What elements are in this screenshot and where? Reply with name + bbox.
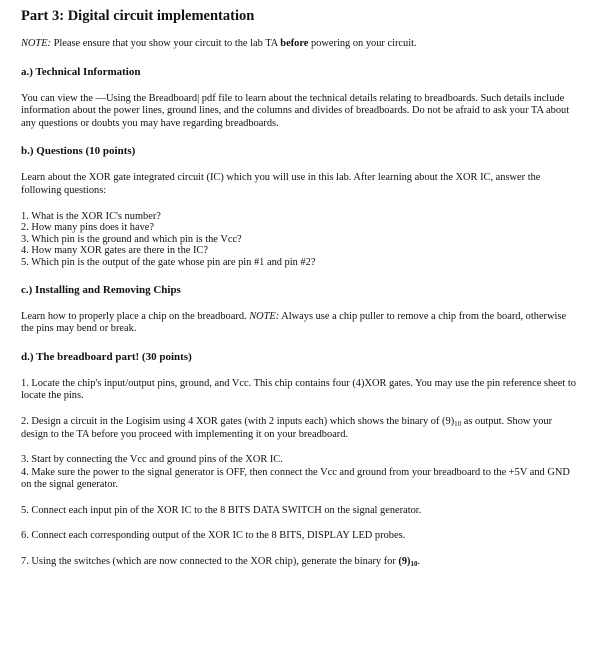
- step-6: 6. Connect each corresponding output of the XOR IC to the 8 BITS, DISPLAY LED probes.: [21, 530, 406, 542]
- question-item: 1. What is the XOR IC's number?: [21, 210, 161, 222]
- section-c-heading: c.) Installing and Removing Chips: [21, 283, 181, 296]
- step-2-pre: 2. Design a circuit in the Logisim using 4 XOR gates (with 2 inputs each) which shows the binary of (9): [21, 415, 455, 427]
- step-7-post: .: [417, 556, 421, 568]
- question-item: 5. Which pin is the output of the gate whose pin are pin #1 and pin #2?: [21, 256, 316, 268]
- step-2: [21, 416, 581, 441]
- page-title: Part 3: Digital circuit implementation: [21, 8, 255, 24]
- step-1: 1. Locate the chip's input/output pins, ground, and Vcc. This chip contains four (4)XOR gates. You may use the pin reference sheet to locate the pins.: [21, 377, 576, 402]
- section-a-text: You can view the —Using the Breadboard| pdf file to learn about the technical details relating to breadboards. Such details include information about the power lines, ground lines, and the columns and divides of breadboards. Do not be afraid to ask your TA about any questions or doubts you may have regarding breadboards.: [21, 92, 570, 129]
- step-7-subscript: 10: [410, 560, 418, 569]
- step-4: 4. Make sure the power to the signal generator is OFF, then connect the Vcc and ground from your breadboard to the +5V and GND on the signal generator.: [21, 466, 570, 491]
- section-d-heading: d.) The breadboard part! (30 points): [21, 350, 192, 363]
- document-page: [21, 8, 581, 569]
- note-text-pre: Please ensure that you show your circuit to the lab TA: [51, 38, 281, 49]
- question-item: 4. How many XOR gates are there in the IC?: [21, 245, 208, 257]
- step-7-pre: 7. Using the switches (which are now connected to the XOR chip), generate the binary for: [21, 556, 399, 568]
- step-5: 5. Connect each input pin of the XOR IC to the 8 BITS DATA SWITCH on the signal generator.: [21, 504, 422, 516]
- section-c-text: [21, 311, 581, 336]
- question-item: 3. Which pin is the ground and which pin is the Vcc?: [21, 233, 242, 245]
- section-b-intro: Learn about the XOR gate integrated circuit (IC) which you will use in this lab. After learning about the XOR IC, answer the following questions:: [21, 172, 541, 196]
- note-paragraph: [21, 38, 581, 51]
- section-c-note-label: NOTE:: [249, 310, 280, 322]
- step-2-subscript: 10: [454, 419, 462, 428]
- note-text-post: powering on your circuit.: [308, 38, 417, 49]
- questions-list: [21, 211, 581, 269]
- step-3: 3. Start by connecting the Vcc and ground pins of the XOR IC.: [21, 454, 283, 466]
- section-b-heading: b.) Questions (10 points): [21, 145, 136, 158]
- section-a-heading: a.) Technical Information: [21, 65, 141, 78]
- step-2-post: as output. Show your design to the TA before you proceed with implementing it on your breadboard.: [21, 415, 553, 440]
- question-item: 2. How many pins does it have?: [21, 222, 155, 234]
- step-7-bold: (9): [398, 556, 411, 568]
- step-7: [21, 556, 581, 569]
- note-label: NOTE:: [21, 38, 52, 49]
- note-emphasis: before: [280, 38, 309, 49]
- section-c-text-post: Always use a chip puller to remove a chip from the board, otherwise the pins may bend or break.: [21, 310, 567, 335]
- section-c-text-pre: Learn how to properly place a chip on the breadboard.: [21, 310, 250, 322]
